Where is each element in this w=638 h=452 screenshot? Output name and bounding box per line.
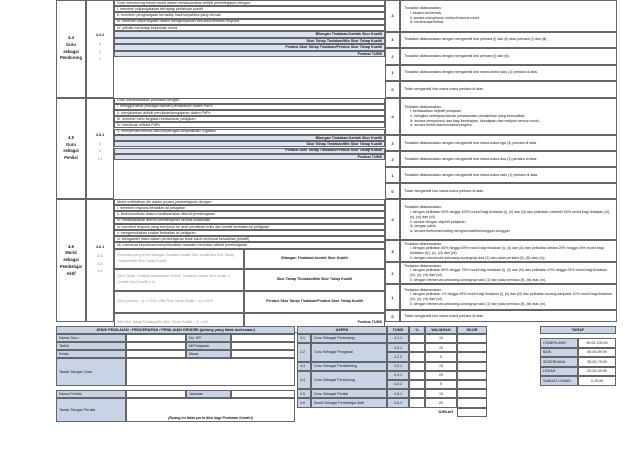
skor-input[interactable] <box>457 343 487 352</box>
aspek-name: Guru Sebagai Penilai <box>311 389 387 398</box>
score-number: 0 <box>385 310 400 322</box>
aspek-name: Guru Sebagai Pendorong <box>311 371 387 389</box>
criteria-item: iv. memberi respons yang menjurus ke arah pemikiran kritis dan kreatif berkaitan isi pelajaran <box>114 224 385 230</box>
score-number: 4 <box>385 98 400 136</box>
field-label: Nama Penilai <box>56 390 126 398</box>
score-description <box>400 167 617 183</box>
rubric-point: Tindakan dilaksanakan: <box>404 287 442 292</box>
aspek-name: Murid Sebagai Pembelajar Aktif <box>311 398 387 407</box>
rubric-text: Tindakan dilaksanakan dengan mengambil kira perkara (i) dan (ii) atau perkara (i) dan (iii). <box>404 37 548 42</box>
score-description <box>400 284 617 310</box>
field-label: Tanda Tangan Penilai <box>56 398 126 422</box>
tums-input[interactable] <box>409 389 425 398</box>
aspek-name: Guru Sebagai Pembimbing <box>311 362 387 371</box>
rubric-point: Tindakan dilaksanakan: <box>404 263 442 268</box>
criteria-item: ii. berkomunikasi dalam melaksanakan aktiviti pembelajaran <box>114 211 385 217</box>
sub-code-label: 4.5.1 <box>95 132 105 137</box>
score-description <box>400 48 617 65</box>
aspek-header: ASPEK <box>297 326 387 334</box>
aspek-header: SKOR <box>457 326 487 334</box>
signature-guru-field[interactable] <box>126 358 295 386</box>
criteria-item: I. menggunakan pelbagai kaedah pentaksiran dalam PdPc <box>114 104 385 110</box>
score-number: 1 <box>385 65 400 82</box>
taraf-range: 0-19.99 <box>578 376 616 386</box>
skor-input[interactable] <box>457 362 487 371</box>
sub-code <box>86 98 114 200</box>
score-description <box>400 135 617 151</box>
self-evaluation-note: (Ruang ini tidak perlu diisi bagi Penilaian Kendiri) <box>168 415 253 420</box>
skor-input[interactable] <box>457 389 487 398</box>
rubric-text: Tindakan dilaksanakan dengan mengambil kira mana-mana satu (1) perkara di atas. <box>404 70 539 75</box>
field-label: Nama Guru <box>56 334 126 342</box>
score-description <box>400 98 617 136</box>
criteria-item: v. mengemukakan soalan berkaitan isi pelajaran <box>114 230 385 236</box>
aspek-header: WAJARAN <box>425 326 457 334</box>
score-number: 1 <box>385 167 400 183</box>
tums-input[interactable] <box>409 380 425 389</box>
total-bar: Peratus Skor Tahap Tindakan/Peratus Skor Tahap Kualiti <box>114 148 385 154</box>
aspek-sub: 4.4.1 <box>387 371 409 380</box>
rubric-point: iv. secara berhemah/saling menghormati/bersungguh-sungguh <box>410 228 510 233</box>
rubric-point: Tidak mengambil kira mana-mana perkara di atas. <box>404 313 484 318</box>
criteria-intro: Guru mendorong emosi murid dalam melaksanakan aktiviti pembelajaran dengan: <box>114 0 385 6</box>
field-input[interactable] <box>126 342 186 350</box>
field-input[interactable] <box>231 334 295 342</box>
rubric-heading: Tindakan dilaksanakan: <box>404 104 442 109</box>
total-bar: Bilangan Tindakan/Jumlah Skor Kualiti <box>114 135 385 141</box>
aspek-sub: 4.4.2 <box>387 380 409 389</box>
tums-input[interactable] <box>409 334 425 343</box>
rubric-heading: Tindakan dilaksanakan: <box>404 6 442 11</box>
rubric-point: Tindakan dilaksanakan: <box>404 241 442 246</box>
score-number: 2 <box>385 262 400 284</box>
aspek-header: % <box>409 326 425 334</box>
tums-input[interactable] <box>409 398 425 407</box>
wajaran-value: 10 <box>425 334 457 343</box>
sub-code <box>86 199 114 322</box>
skor-input[interactable] <box>457 398 487 407</box>
score-number: 0 <box>385 81 400 98</box>
criteria-item: vii. membuat keputusan/menyelesaikan masalah berkaitan aktiviti pembelajaran <box>114 242 385 248</box>
calc-label: Peratus TUMS <box>244 313 385 333</box>
sub-code-number: 2 <box>98 49 102 54</box>
aspek-name: Guru Sebagai Perancang <box>311 334 387 343</box>
rubric-point: i. dengan pelibatan 90% hingga 100% murid bagi tindakan (i), (ii) dan (iii) dan pelibatan melebihi 50% murid bagi tindakan (iv), (v), (vi) dan (vii). <box>410 210 611 219</box>
rubric-text: Tindakan dilaksanakan dengan mengambil kira mana-mana dua (2) perkara di atas. <box>404 156 538 161</box>
field-label: No. KP <box>186 334 231 342</box>
field-label: M/Pelajaran <box>186 342 231 350</box>
calc-note: (Skor peratus = 4) x 100% / (Min Skor Tahap Kualiti = 4) x 100% <box>114 291 244 313</box>
aspek-code: 4.2 <box>297 343 311 361</box>
criteria-item: II. menjalankan aktiviti penulisan/pengajaran dalam PdPc <box>114 110 385 116</box>
evaluation-type-header: JENIS PENILAIAN : PENCERAPAN / PENILAIAN KENDIRI (potong yang tidak berkenaan) <box>56 326 295 334</box>
score-description <box>400 32 617 49</box>
rubric-point: iii. secara menyeluruh dan bagi kecekapan, kesalapan dan meliputi semua murid. <box>410 118 540 123</box>
tums-bar: Peratus TUMS <box>114 154 385 160</box>
sub-code-number: 3 <box>98 42 102 47</box>
section-title: 4.5 Guru sebagai Penilai <box>56 98 86 200</box>
tums-input[interactable] <box>409 343 425 352</box>
aspek-sub: 4.2.1 <box>387 343 409 352</box>
sub-code-label: 4.6.1 <box>95 245 105 250</box>
score-number: 4 <box>385 0 400 32</box>
sub-code-number: 2 <box>98 149 102 154</box>
field-input[interactable] <box>231 390 295 398</box>
rubric-point: ii. dengan memenuhi sekurang-kurangnya dua (2) dan pada perkara (ii), (iii) atau (iv). <box>410 255 546 260</box>
taraf-level: LEMAH <box>540 367 578 377</box>
total-bar: Skor Tahap Tindakan/Min Skor Tahap Kualiti <box>114 141 385 147</box>
sub-code-number: 1 <box>98 57 102 62</box>
field-label: Masa <box>186 350 231 358</box>
taraf-range: 50.00-79.99 <box>578 357 616 367</box>
field-input[interactable] <box>231 342 295 350</box>
skor-input[interactable] <box>457 380 487 389</box>
section-title: 4.6 Murid sebagai Pembelajar Aktif <box>56 199 86 322</box>
total-bar: Bilangan Tindakan/Jumlah Skor Kualiti <box>114 31 385 38</box>
taraf-level: SANGAT LEMAH <box>540 376 578 386</box>
skor-input[interactable] <box>457 371 487 380</box>
criteria-item: I. memberi pujian/galakan terhadap perlakuan positif <box>114 6 385 12</box>
calc-label: Bilangan Tindakan/Jumlah Skor Kualiti <box>244 249 385 269</box>
rubric-point: i. dengan pelibatan 1% hingga 49% murid bagi tindakan (i), (ii) dan (iii) dan pelibatan kurang daripada 10% murid bagi tindakan (iv), (v), (vi) dan (vii). <box>410 292 612 301</box>
taraf-level: SEDERHANA <box>540 357 578 367</box>
total-score-input[interactable] <box>457 408 487 417</box>
criteria-intro: Murid melibatkan diri dalam proses pembelajaran dengan: <box>114 199 385 205</box>
taraf-range: 90.00-100.00 <box>578 338 616 348</box>
rubric-point: ii. dengan memenuhi sekurang-kurangnya satu (1) dan pada perkara (ii), (iii) atau (iv). <box>410 277 547 282</box>
calc-label: Skor Tahap Tindakan/Min Skor Tahap Kualiti <box>244 269 385 291</box>
skor-input[interactable] <box>457 334 487 343</box>
aspek-sub: 4.3.1 <box>387 362 409 371</box>
rubric-heading: Tindakan dilaksanakan: <box>404 205 442 210</box>
score-number: 0 <box>385 183 400 199</box>
rubric-point: i. secara berhemah. <box>410 11 442 16</box>
rubric-point: iii. bertersusan/terkal. <box>410 20 445 25</box>
rubric-text: Tidak mengambil kira mana-mana perkara di atas. <box>404 188 484 193</box>
rubric-text: Tidak mengambil kira mana-mana perkara di atas. <box>404 86 484 91</box>
field-label: Jawatan <box>186 390 231 398</box>
total-bar: Peratus Skor Tahap Tindakan/Peratus Skor Tahap Kualiti <box>114 44 385 51</box>
sub-code-number: 3.5 <box>97 253 103 258</box>
criteria-item: vi. mengambil risiko dalam pembelajaran tidak takut membuat kesalahan (kreatif) <box>114 236 385 242</box>
total-bar: Skor Tahap Tindakan/Min Skor Tahap Kualiti <box>114 38 385 45</box>
rubric-point: iv. secara berterusan/konsisten/segera. <box>410 123 473 128</box>
skor-input[interactable] <box>457 352 487 361</box>
tums-input[interactable] <box>409 362 425 371</box>
criteria-item: II. memberi penghargaan terhadap hasil kerja/idea yang bernas <box>114 12 385 18</box>
calc-note: (Skor Tahap Tindakan berdasarkan Rubrik: Tindakan/Jumlah Skor Kualiti: 4 (Jumlah Skor Kualiti) x 4) <box>114 269 244 291</box>
rubric-point: i. dengan pelibatan 80% hingga 89% murid bagi tindakan (i), (ii) dan (iii) dan pelibatan antara 25% hingga 49% murid bagi tindakan (iv), (v), (vi) dan (vii). <box>410 246 604 255</box>
field-input[interactable] <box>231 350 295 358</box>
taraf-range: 20.00-49.99 <box>578 367 616 377</box>
score-description <box>400 240 617 262</box>
aspek-sub: 4.2.2 <box>387 352 409 361</box>
sub-code <box>86 0 114 98</box>
aspek-header: TUMS <box>387 326 409 334</box>
score-number: 3 <box>385 32 400 49</box>
score-number: 4 <box>385 199 400 240</box>
score-number: 2 <box>385 48 400 65</box>
criteria-item: i. memberi respons berkaitan isi pelajaran <box>114 205 385 211</box>
field-input[interactable] <box>126 390 186 398</box>
taraf-level: BAIK <box>540 348 578 358</box>
taraf-level: CEMERLANG <box>540 338 578 348</box>
score-number: 2 <box>385 151 400 167</box>
tums-input[interactable] <box>409 352 425 361</box>
tums-input[interactable] <box>409 371 425 380</box>
wajaran-value: 5 <box>425 352 457 361</box>
criteria-item: III. memberi tahu kegiatan berbantuan pelajaran <box>114 116 385 122</box>
section-title: 4.4 Guru sebagai Pendorong <box>56 0 86 98</box>
rubric-point: iii. dengan yakin <box>410 224 436 229</box>
field-label: Tanda Tangan Guru <box>56 358 126 386</box>
field-label: Kelas <box>56 350 126 358</box>
tums-bar: Peratus TUMS <box>114 51 385 58</box>
sub-code-number: 3 <box>98 141 102 146</box>
score-number: 1 <box>385 284 400 310</box>
wajaran-value: 15 <box>425 362 457 371</box>
field-label: Tarikh <box>56 342 126 350</box>
aspek-name: Guru Sebagai Pengawal <box>311 343 387 361</box>
wajaran-value: 20 <box>425 398 457 407</box>
wajaran-value: 25 <box>425 371 457 380</box>
wajaran-value: 10 <box>425 343 457 352</box>
score-number: 3 <box>385 240 400 262</box>
wajaran-value: 5 <box>425 380 457 389</box>
signature-penilai-field[interactable] <box>126 398 295 422</box>
aspek-sub: 4.6.1 <box>387 398 409 407</box>
rubric-text: Tindakan dilaksanakan dengan mengambil kira mana-mana satu (1) perkara di atas. <box>404 172 539 177</box>
criteria-item: iii. melaksanakan aktiviti pembelajaran secara kolaboratif <box>114 218 385 224</box>
criteria-item: III. memberi kepercayaan dalam mengendalikan sesuatu/memberi respons <box>114 19 385 25</box>
aspek-code: 4.3 <box>297 362 311 371</box>
score-description <box>400 310 617 322</box>
aspek-sub: 4.5.1 <box>387 389 409 398</box>
field-input[interactable] <box>126 334 186 342</box>
wajaran-value: 10 <box>425 389 457 398</box>
aspek-code: 4.5 <box>297 389 311 398</box>
rubric-point: ii. mengikut ketetapan/aturan pelaksanaan pentaksiran yang berkualitas. <box>410 114 526 118</box>
criteria-item: IV. prihatin terhadap keperluan murid <box>114 25 385 31</box>
score-number: 3 <box>385 135 400 151</box>
total-label: JUMLAH <box>438 409 453 414</box>
sub-code-number: 1.1 <box>97 156 103 161</box>
calc-label: Peratus Skor Tahap Tindakan/Peratus Skor Tahap Kualiti <box>244 291 385 313</box>
rubric-text: Tindakan dilaksanakan dengan mengambil kira perkara (i) dan (iii). <box>404 53 511 58</box>
score-description <box>400 81 617 98</box>
score-description <box>400 65 617 82</box>
rubric-point: ii. secara menyeluruh meliputi semua murid <box>410 15 480 20</box>
taraf-header: TARAF <box>540 326 616 334</box>
calc-note: (Min Skor Tahap Tindakan/Min Skor Tahap Kualiti) = 4) x 100 <box>114 313 244 333</box>
rubric-text: Tindakan dilaksanakan dengan mengambil kira mana-mana tiga (3) perkara di atas. <box>404 140 538 145</box>
criteria-intro: Guru melaksanakan penilaian dengan: <box>114 98 385 104</box>
score-description <box>400 199 617 240</box>
sub-code-number: 3.8 <box>97 261 103 266</box>
aspek-sub: 4.1.1 <box>387 334 409 343</box>
aspek-code: 4.6 <box>297 398 311 407</box>
taraf-range: 80.00-89.99 <box>578 348 616 358</box>
aspek-code: 4.4 <box>297 371 311 389</box>
rubric-point: i. berdasarkan objektif pelajaran. <box>410 109 462 114</box>
rubric-point: ii. secara dengan objektif pelajaran <box>410 219 466 224</box>
criteria-item: V. menyemak/menilai hasil kerja/tugas kerja/latihan/ tugasan <box>114 129 385 135</box>
score-description <box>400 0 617 32</box>
rubric-point: i. dengan pelibatan 50% hingga 79% murid bagi tindakan (i), (ii) dan (iii) dan pelibatan 10% hingga 24% murid bagi tindakan (iv), (v), (vi) dan (vii). <box>410 268 607 277</box>
sub-code-label: 4.4.2 <box>95 33 105 38</box>
calc-note: (Perkiraan yang terbit: Bilangan Tindakan/Jumlah Skor Kualiti dan Skor Tahap Tindakan/Min Skor Tahap Kualiti) <box>114 249 244 269</box>
aspek-code: 4.1 <box>297 334 311 343</box>
rubric-point: ii. dengan memenuhi sekurang-kurangnya satu (1) dan pada perkara (ii), (iii) atau (iv). <box>410 301 547 306</box>
score-description <box>400 183 617 199</box>
criteria-item: IV. membuat refleksi PdPc <box>114 122 385 128</box>
score-description <box>400 151 617 167</box>
score-description <box>400 262 617 284</box>
sub-code-number: 3.1 <box>97 269 103 274</box>
field-input[interactable] <box>126 350 186 358</box>
